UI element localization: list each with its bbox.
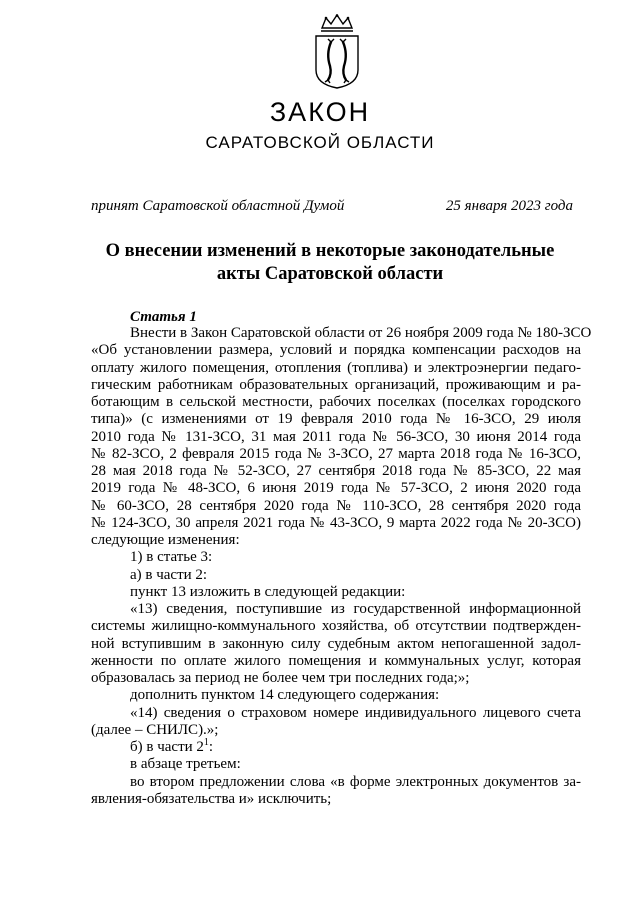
superscript: 1 xyxy=(203,737,209,748)
body-line: следующие изменения: xyxy=(91,532,240,548)
body-line: Внести в Закон Саратовской области от 26 ноября 2009 года № 180-ЗСО xyxy=(130,325,592,341)
body-line: ботающим в сельской местности, рабочих поселках (поселках городского xyxy=(91,394,581,410)
body-line: системы жилищно-коммунального хозяйства, об отсутствии подтвержден- xyxy=(91,618,581,635)
body-line: № 124-ЗСО, 30 апреля 2021 года № 43-ЗСО, 9 марта 2022 года № 20-ЗСО) xyxy=(91,514,581,531)
document-title xyxy=(80,240,580,286)
body-line: дополнить пунктом 14 следующего содержания: xyxy=(130,687,440,704)
body-line: гическим работникам образовательных организаций, проживающим и ра- xyxy=(91,376,581,393)
article-heading: Статья 1 xyxy=(130,309,197,325)
body-line: а) в части 2: xyxy=(130,566,208,583)
body-line-text: б) в части 2 xyxy=(130,739,204,755)
adopted-by-text: принят Саратовской областной Думой xyxy=(91,198,345,214)
document-title-line: акты Саратовской области xyxy=(216,264,444,284)
coat-of-arms-icon xyxy=(308,14,366,90)
body-line: 2010 года № 131-ЗСО, 31 мая 2011 года № 56-ЗСО, 30 июня 2014 года xyxy=(91,428,581,445)
body-line: пункт 13 изложить в следующей редакции: xyxy=(130,583,406,600)
body-line: типа)» (с изменениями от 19 февраля 2010 года № 16-ЗСО, 29 июля xyxy=(91,411,581,428)
body-line: № 60-ЗСО, 28 сентября 2020 года № 110-ЗСО, 28 сентября 2020 года xyxy=(91,497,581,514)
body-line: «13) сведения, поступившие из государственной информационной xyxy=(130,601,581,617)
adoption-date: 25 января 2023 года xyxy=(445,198,573,214)
body-line: 1) в статье 3: xyxy=(130,549,213,566)
body-line: (далее – СНИЛС).»; xyxy=(91,721,219,738)
body-line: во втором предложении слова «в форме электронных документов за- xyxy=(130,773,581,790)
body-line: женности по оплате жилого помещения и коммунальных услуг, которая xyxy=(91,652,581,669)
body-line: оплату жилого помещения, отопления (топлива) и электроэнергии педаго- xyxy=(91,359,581,376)
body-line: № 82-ЗСО, 2 февраля 2015 года № 3-ЗСО, 27 марта 2018 года № 16-ЗСО, xyxy=(91,445,581,462)
body-line xyxy=(91,739,581,756)
body-line: «Об установлении размера, условий и порядка компенсации расходов на xyxy=(91,342,581,359)
body-line: ной вступившим в законную силу судебным актом непогашенной задол- xyxy=(91,635,581,652)
body-line: «14) сведения о страховом номере индивидуального лицевого счета xyxy=(130,704,581,721)
body-line: явления-обязательства и» исключить; xyxy=(91,790,332,807)
body-line: 28 мая 2018 года № 52-ЗСО, 27 сентября 2018 года № 85-ЗСО, 22 мая xyxy=(91,463,581,479)
region-heading: САРАТОВСКОЙ ОБЛАСТИ xyxy=(205,133,435,152)
body-line: 2019 года № 48-ЗСО, 6 июня 2019 года № 57-ЗСО, 2 июня 2020 года xyxy=(91,480,581,497)
document-title-line: О внесении изменений в некоторые законодательные xyxy=(105,241,555,261)
body-line-colon: : xyxy=(208,739,214,755)
article-body xyxy=(91,325,592,808)
law-heading: ЗАКОН xyxy=(269,97,371,127)
body-line: образовалась за период не более чем три последних года;»; xyxy=(91,670,470,686)
body-line: в абзаце третьем: xyxy=(130,756,241,773)
